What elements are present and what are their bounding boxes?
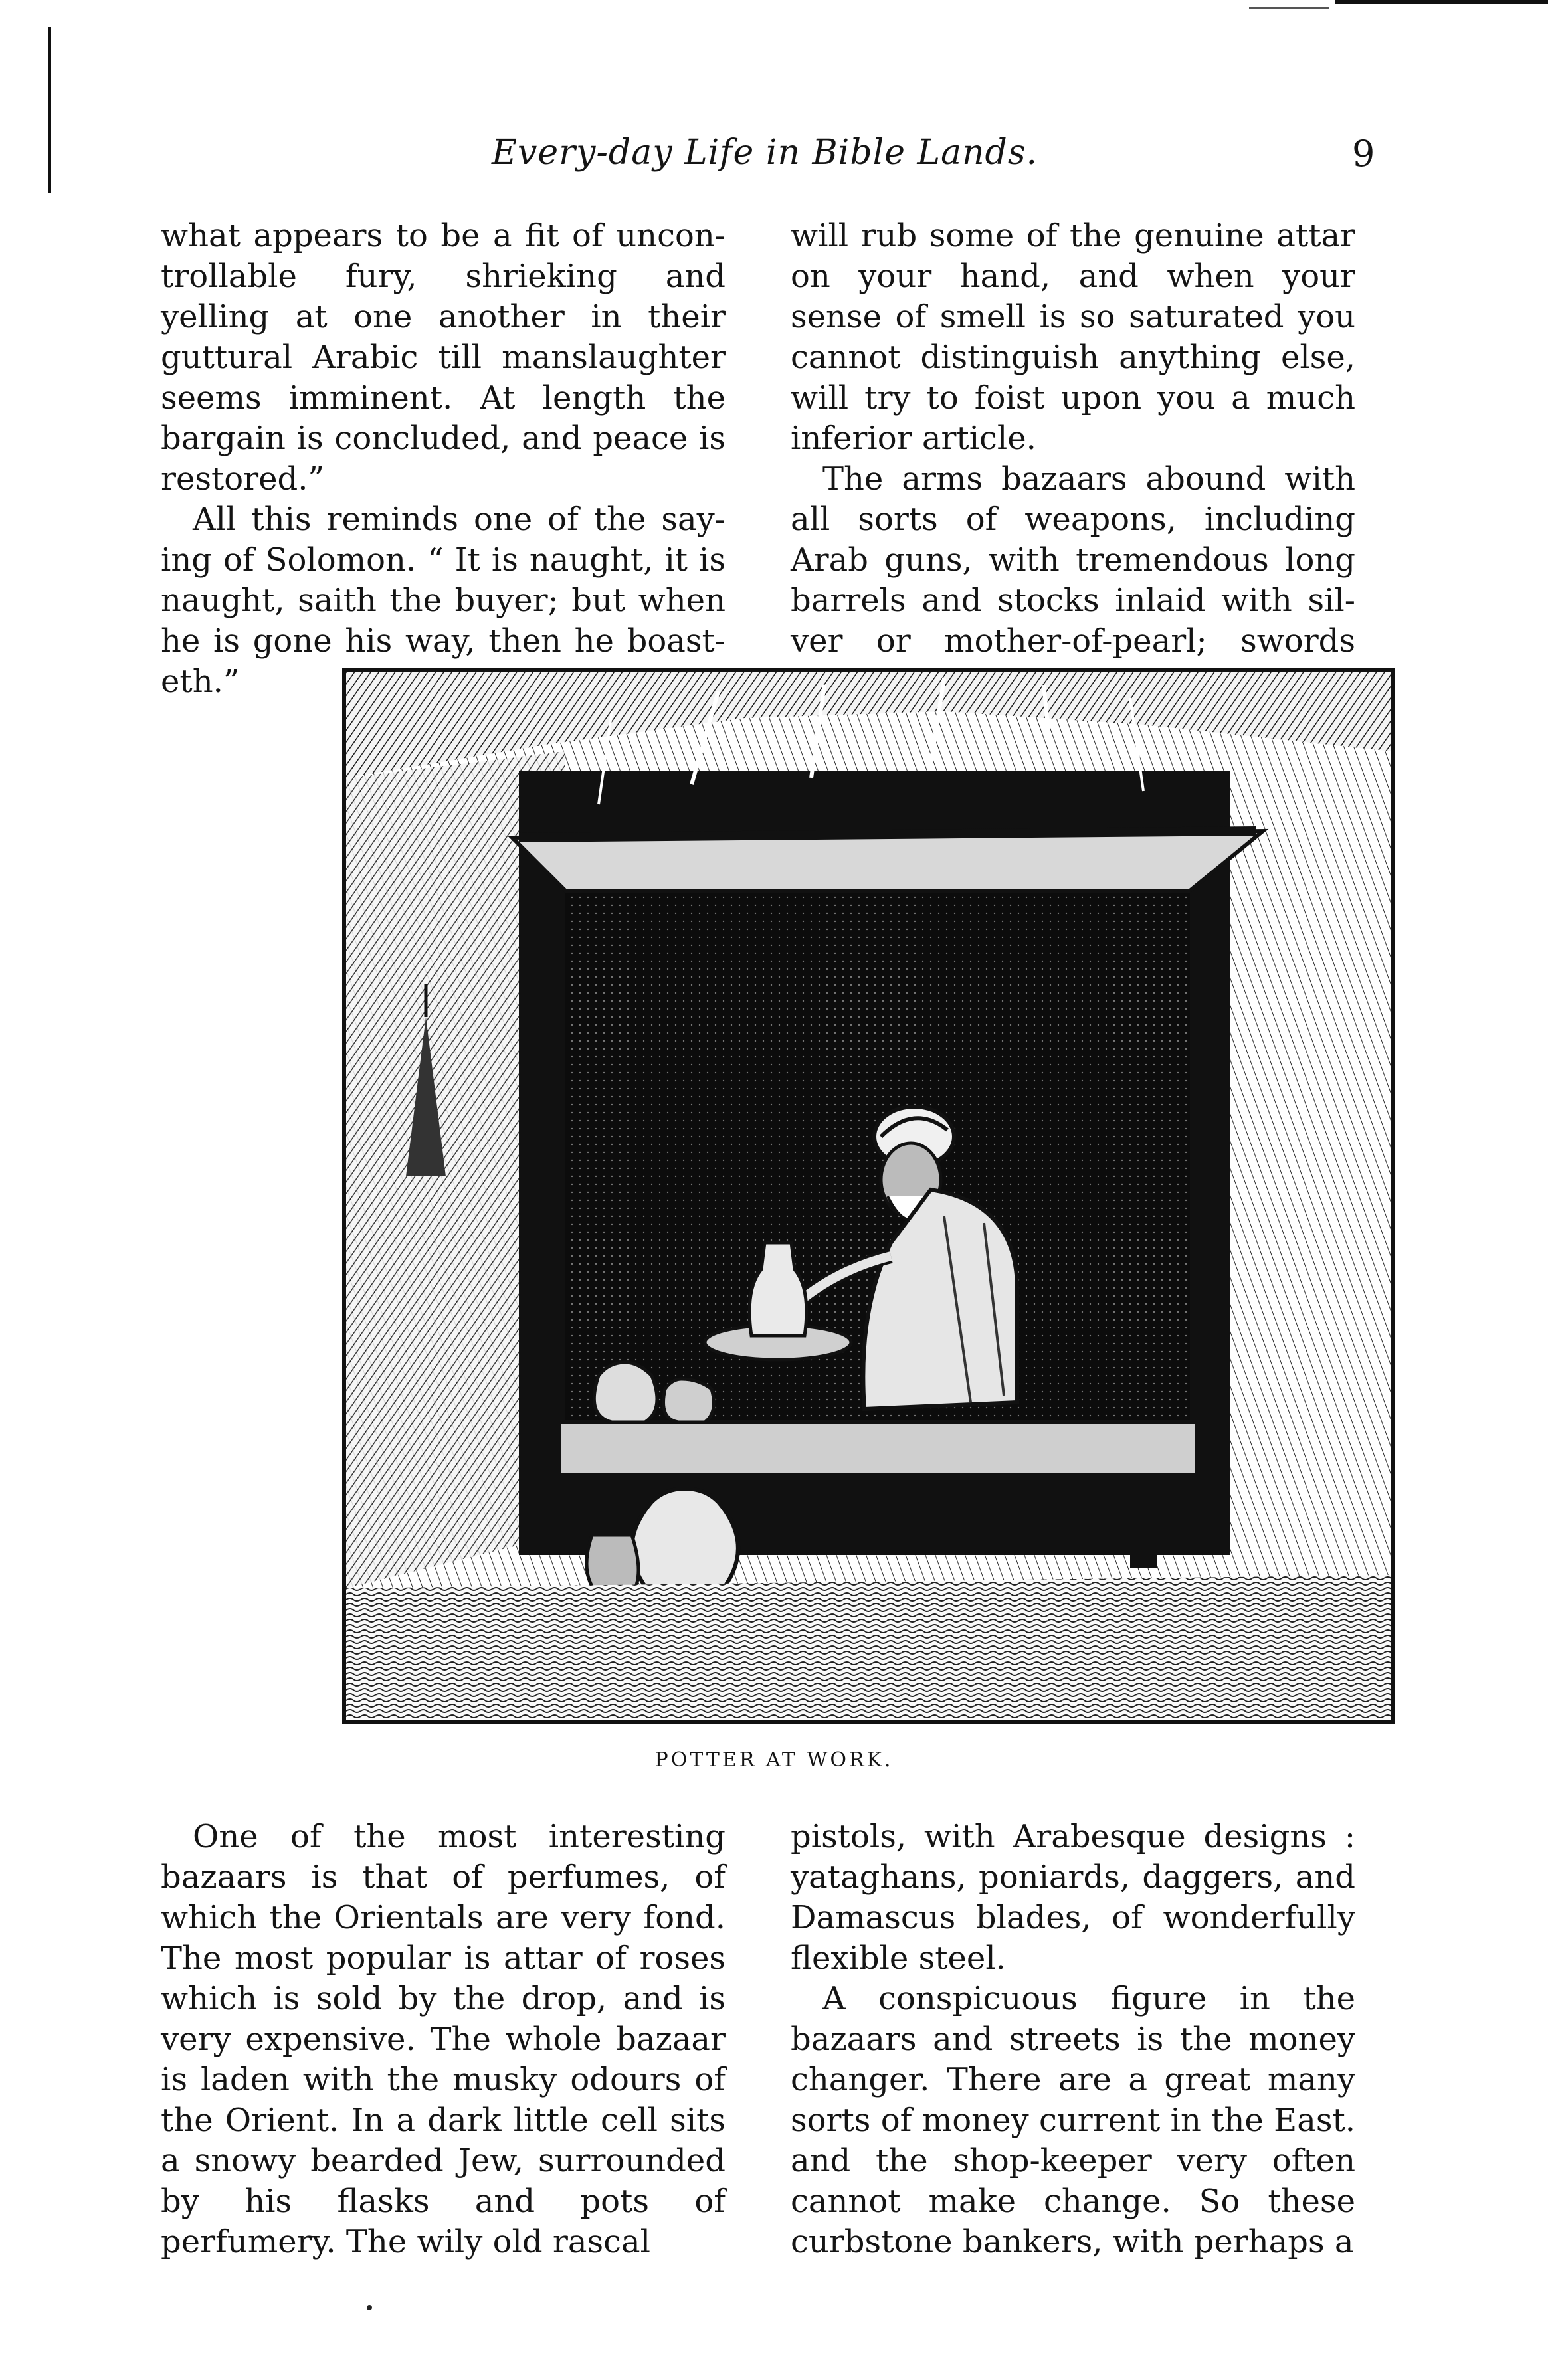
paragraph: The arms bazaars abound with all sorts of weapons, including Arab guns, with tremendous long barrels and stocks inlaid with silver or mother-of-pearl; swords bbox=[791, 460, 1355, 660]
paragraph: what appears to be a fit of uncontrollable fury, shrieking and yelling at one another in their guttural Arabic till manslaughter seems imminent. At length the bargain is concluded, and peace is restored.” bbox=[161, 217, 726, 498]
figure-caption: POTTER AT WORK. bbox=[654, 1748, 894, 1772]
text-column-bottom-left bbox=[161, 1817, 726, 2262]
text-column-top-left bbox=[161, 216, 726, 702]
scan-edge-mark-top bbox=[1335, 0, 1548, 4]
engraving-illustration bbox=[346, 672, 1391, 1720]
paragraph: will rub some of the genuine attar on your hand, and when your sense of smell is so saturated you cannot distinguish anything else, will try to foist upon you a much inferior article. bbox=[791, 217, 1355, 457]
engraving-potter-at-work bbox=[342, 668, 1395, 1724]
paragraph: One of the most interesting bazaars is that of perfumes, of which the Orientals are very fond. The most popular is attar of roses which is sold by the drop, and is very expensive. The whole bazaar is laden with the musky odours of the Orient. In a dark little cell sits a snowy bearded Jew, surrounded by his flasks and pots of perfumery. The wily old rascal bbox=[161, 1818, 726, 2260]
print-speck bbox=[367, 2305, 372, 2310]
page-number: 9 bbox=[1352, 133, 1375, 175]
paragraph: All this reminds one of the saying of Solomon. “ It is naught, it is naught, saith the buyer; but when he is gone his way, then he boasteth.” bbox=[161, 501, 726, 700]
paragraph: pistols, with Arabesque designs : yataghans, poniards, daggers, and Damascus blades, of wonderfully flexible steel. bbox=[791, 1818, 1355, 1977]
running-title: Every-day Life in Bible Lands. bbox=[492, 133, 1038, 173]
text-column-top-right bbox=[791, 216, 1355, 702]
scan-edge-mark-top-thin bbox=[1249, 7, 1329, 9]
running-head bbox=[0, 133, 1548, 186]
paragraph: A conspicuous figure in the bazaars and streets is the money changer. There are a great many sorts of money current in the East. and the shop-keeper very often cannot make change. So these curbstone bankers, with perhaps a bbox=[791, 1980, 1355, 2260]
text-column-bottom-right bbox=[791, 1817, 1355, 2262]
